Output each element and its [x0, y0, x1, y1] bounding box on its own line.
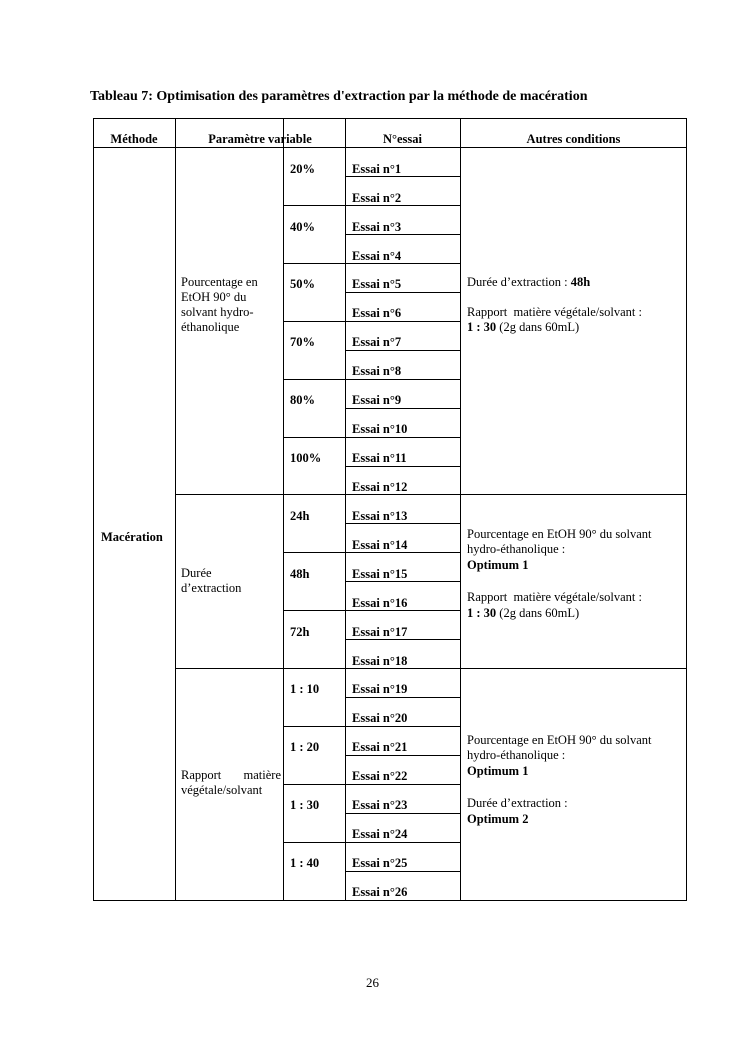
condition-value: 1 : 30 [467, 606, 497, 620]
trial-cell: Essai n°11 [352, 451, 407, 465]
trial-separator [345, 755, 461, 756]
trial-separator [345, 842, 461, 843]
trial-separator [345, 726, 461, 727]
condition-value: 1 : 30 [467, 320, 497, 334]
condition-text: hydro-éthanolique : [467, 748, 566, 762]
trial-separator [345, 437, 461, 438]
method-cell: Macération [101, 530, 163, 544]
trial-cell: Essai n°24 [352, 827, 408, 841]
trial-separator [345, 350, 461, 351]
conditions-ethanol [467, 275, 590, 290]
trial-separator [345, 321, 461, 322]
trial-cell: Essai n°10 [352, 422, 408, 436]
table-caption: Tableau 7: Optimisation des paramètres d'extraction par la méthode de macération [90, 89, 588, 104]
level-value: 1 : 20 [290, 740, 320, 754]
trial-separator [345, 466, 461, 467]
param-label-ratio: Rapport matière végétale/solvant [181, 768, 281, 797]
condition-text: hydro-éthanolique : [467, 542, 566, 556]
level-separator [283, 552, 346, 553]
condition-value: 48h [570, 275, 591, 289]
level-separator [283, 437, 346, 438]
level-value: 72h [290, 625, 310, 639]
level-separator [283, 263, 346, 264]
trial-cell: Essai n°16 [352, 596, 408, 610]
level-value: 20% [290, 162, 315, 176]
conditions-ratio-line [467, 606, 579, 621]
trial-cell: Essai n°15 [352, 567, 408, 581]
condition-text: (2g dans 60mL) [496, 320, 580, 334]
trial-cell: Essai n°25 [352, 856, 408, 870]
header-method: Méthode [110, 132, 158, 146]
trial-separator [345, 379, 461, 380]
level-value: 100% [290, 451, 322, 465]
trial-cell: Essai n°1 [352, 162, 402, 176]
level-value: 24h [290, 509, 310, 523]
conditions-ratio-line [467, 320, 579, 335]
level-value: 1 : 10 [290, 682, 320, 696]
trial-cell: Essai n°6 [352, 306, 402, 320]
condition-text: Durée d’extraction : [467, 275, 571, 289]
trial-cell: Essai n°2 [352, 191, 402, 205]
trial-separator [345, 871, 461, 872]
trial-cell: Essai n°23 [352, 798, 408, 812]
level-separator [283, 321, 346, 322]
trial-cell: Essai n°8 [352, 364, 402, 378]
level-value: 70% [290, 335, 315, 349]
trial-cell: Essai n°18 [352, 654, 408, 668]
condition-text: Rapport matière végétale/solvant : [467, 305, 642, 319]
column-divider [283, 147, 284, 901]
trial-cell: Essai n°3 [352, 220, 402, 234]
trial-cell: Essai n°9 [352, 393, 402, 407]
level-value: 1 : 40 [290, 856, 320, 870]
level-value: 1 : 30 [290, 798, 320, 812]
condition-value: Optimum 2 [467, 812, 529, 826]
header-other: Autres conditions [526, 132, 621, 146]
page-number: 26 [366, 975, 379, 990]
condition-text: Durée d’extraction : [467, 796, 568, 810]
condition-text: (2g dans 60mL) [496, 606, 580, 620]
trial-cell: Essai n°17 [352, 625, 408, 639]
level-value: 48h [290, 567, 310, 581]
column-divider [175, 118, 176, 901]
trial-separator [345, 408, 461, 409]
trial-cell: Essai n°22 [352, 769, 408, 783]
level-separator [283, 205, 346, 206]
group-separator [175, 494, 687, 495]
level-separator [283, 610, 346, 611]
level-value: 40% [290, 220, 315, 234]
header-param: Paramètre variable [208, 132, 312, 146]
trial-cell: Essai n°26 [352, 885, 408, 899]
trial-separator [345, 697, 461, 698]
level-separator [283, 842, 346, 843]
trial-cell: Essai n°21 [352, 740, 408, 754]
trial-cell: Essai n°7 [352, 335, 402, 349]
condition-value: Optimum 1 [467, 764, 529, 778]
trial-cell: Essai n°4 [352, 249, 402, 263]
level-value: 50% [290, 277, 315, 291]
level-value: 80% [290, 393, 315, 407]
group-separator [175, 668, 687, 669]
trial-cell: Essai n°5 [352, 277, 402, 291]
trial-cell: Essai n°20 [352, 711, 408, 725]
trial-separator [345, 292, 461, 293]
trial-cell: Essai n°19 [352, 682, 408, 696]
condition-text: Pourcentage en EtOH 90° du solvant [467, 527, 652, 541]
trial-cell: Essai n°12 [352, 480, 408, 494]
condition-text: Pourcentage en EtOH 90° du solvant [467, 733, 652, 747]
trial-separator [345, 784, 461, 785]
trial-separator [345, 813, 461, 814]
trial-cell: Essai n°13 [352, 509, 408, 523]
condition-value: Optimum 1 [467, 558, 529, 572]
condition-text: Rapport matière végétale/solvant : [467, 590, 642, 604]
trial-cell: Essai n°14 [352, 538, 408, 552]
level-separator [283, 379, 346, 380]
level-separator [283, 784, 346, 785]
param-label-duration: Durée d’extraction [181, 566, 242, 595]
param-label-ethanol: Pourcentage en EtOH 90° du solvant hydro-éthanolique [181, 275, 258, 334]
header-trial: N°essai [382, 132, 423, 146]
level-separator [283, 726, 346, 727]
header-separator [93, 147, 687, 148]
